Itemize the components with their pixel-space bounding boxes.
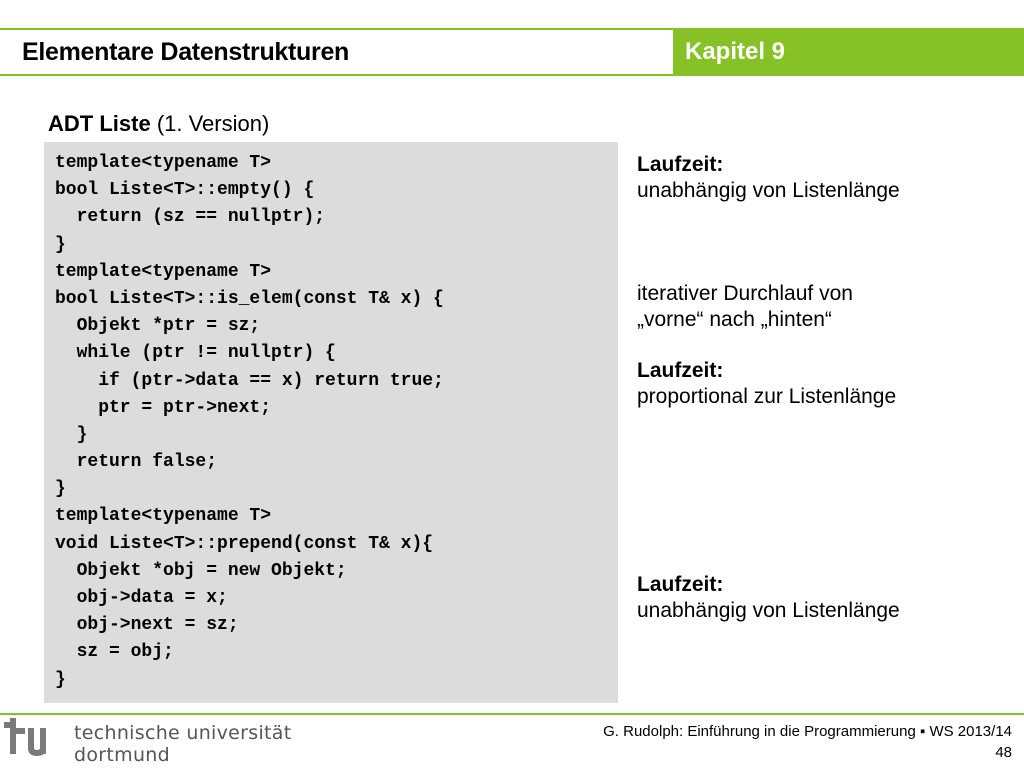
code-line: obj->next = sz; <box>55 615 239 636</box>
slide-title: Elementare Datenstrukturen <box>22 38 350 66</box>
footer-credit <box>603 721 1012 763</box>
code-line: ptr = ptr->next; <box>55 397 272 418</box>
note-text: proportional zur Listenlänge <box>637 385 897 408</box>
code-line: return (sz == nullptr); <box>55 207 326 228</box>
code-line: obj->data = x; <box>55 588 228 608</box>
code-line: } <box>55 234 66 255</box>
code-line: } <box>55 424 88 445</box>
note-prepend-runtime <box>637 572 900 624</box>
code-line: Objekt *obj = new Objekt; <box>55 560 347 581</box>
code-line: sz = obj; <box>55 642 174 663</box>
footer-credit-text: G. Rudolph: Einführung in die Programmierung ▪ WS 2013/14 <box>603 723 1012 740</box>
university-name <box>74 722 292 766</box>
page-number: 48 <box>995 744 1012 761</box>
section-heading <box>48 111 269 137</box>
note-is-elem-runtime <box>637 358 896 410</box>
code-line: bool Liste<T>::is_elem(const T& x) { <box>55 288 444 309</box>
chapter-badge <box>673 30 1024 74</box>
note-text: iterativer Durchlauf von <box>637 282 853 305</box>
code-line: Objekt *ptr = sz; <box>55 316 261 337</box>
note-text: unabhängig von Listenlänge <box>637 179 900 202</box>
code-line: } <box>55 479 66 500</box>
code-line: template<typename T> <box>55 153 272 173</box>
university-name-line2: dortmund <box>74 744 170 766</box>
code-block <box>44 142 618 703</box>
note-text: „vorne“ nach „hinten“ <box>637 308 832 331</box>
note-text: unabhängig von Listenlänge <box>637 599 900 622</box>
section-heading-bold: ADT Liste <box>48 111 151 136</box>
footer-rule <box>0 713 1024 715</box>
code-line: void Liste<T>::prepend(const T& x){ <box>55 533 434 554</box>
code-line: template<typename T> <box>55 261 272 282</box>
university-name-line1: technische universität <box>74 722 292 744</box>
note-title: Laufzeit: <box>637 153 724 176</box>
code-line: } <box>55 669 66 690</box>
tu-dortmund-logo-icon <box>4 718 68 764</box>
note-title: Laufzeit: <box>637 359 724 382</box>
note-empty-runtime <box>637 152 900 204</box>
code-line: bool Liste<T>::empty() { <box>55 180 315 201</box>
note-is-elem-intro <box>637 281 853 333</box>
code-lines <box>55 150 444 694</box>
code-line: while (ptr != nullptr) { <box>55 343 336 364</box>
code-line: if (ptr->data == x) return true; <box>55 370 444 391</box>
note-title: Laufzeit: <box>637 573 724 596</box>
code-line: template<typename T> <box>55 506 272 527</box>
chapter-label: Kapitel 9 <box>685 38 786 65</box>
section-heading-rest: (1. Version) <box>156 111 270 136</box>
code-line: return false; <box>55 452 218 473</box>
header-bottom-rule <box>0 74 1024 76</box>
